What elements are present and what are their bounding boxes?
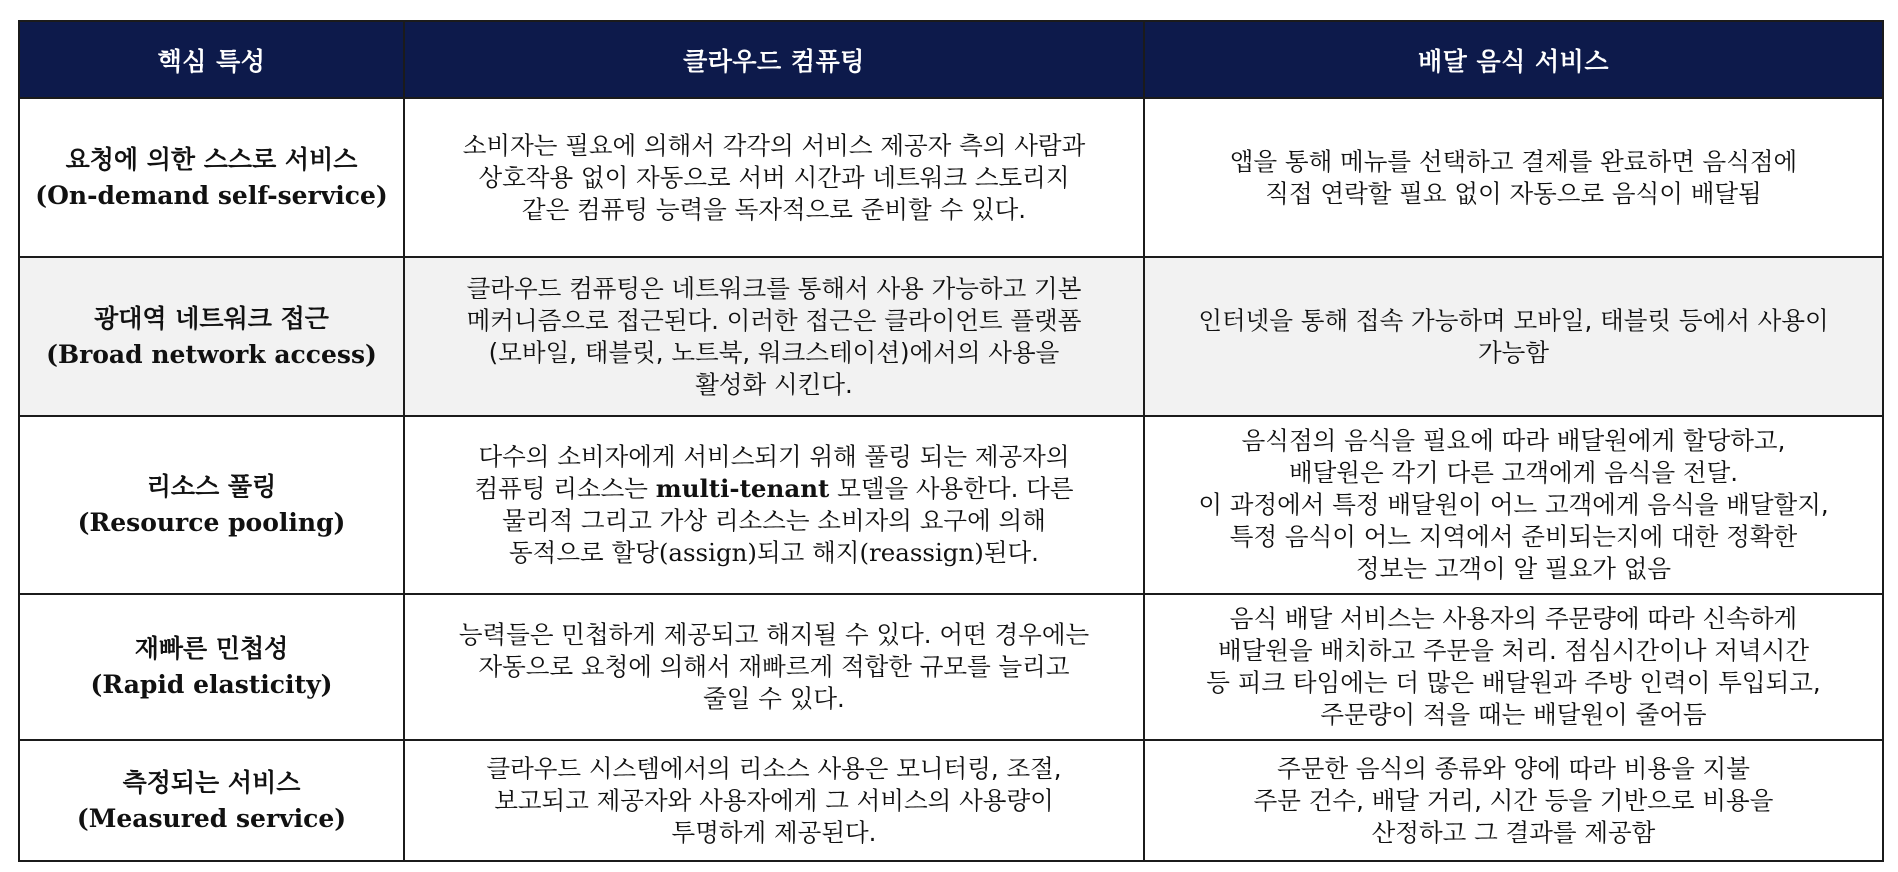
table-row [19,740,1883,861]
cloud-description-cell [404,257,1144,416]
cloud-text-segment: 컴퓨팅 리소스는 [474,474,656,503]
cloud-text-line: 소비자는 필요에 의해서 각각의 서비스 제공자 측의 사람과 [462,130,1086,160]
cloud-text-segment: 된다. [983,538,1039,567]
delivery-text-line: 직접 연락할 필요 없이 자동으로 음식이 배달됨 [1265,178,1762,208]
cloud-text-line [419,473,1129,505]
delivery-text-line: 이 과정에서 특정 배달원이 어느 고객에게 음식을 배달할지, [1198,490,1829,519]
feature-name-ko: 리소스 풀링 [146,472,277,501]
cloud-description-cell [404,594,1144,740]
feature-cell [19,740,404,861]
feature-cell [19,257,404,416]
feature-cell [19,594,404,740]
table-row [19,257,1883,416]
cloud-text-line: 줄일 수 있다. [703,684,845,713]
delivery-description-cell [1144,257,1883,416]
feature-name-en: (Resource pooling) [77,508,346,537]
delivery-description-cell [1144,594,1883,740]
table-header-row [19,21,1883,98]
feature-name-en: (Broad network access) [46,339,377,369]
cloud-text-segment: (reassign) [859,538,984,567]
multi-tenant-term: multi-tenant [655,474,830,503]
delivery-text-line: 음식점의 음식을 필요에 따라 배달원에게 할당하고, [1241,426,1786,455]
feature-name-en: (Measured service) [76,803,347,833]
feature-name-ko: 요청에 의한 스스로 서비스 [65,144,358,174]
delivery-text-line: 음식 배달 서비스는 사용자의 주문량에 따라 신속하게 [1229,604,1798,633]
cloud-text-line: 활성화 시킨다. [695,369,853,399]
cloud-text-line: 물리적 그리고 가상 리소스는 소비자의 요구에 의해 [502,506,1046,535]
feature-name-ko: 광대역 네트워크 접근 [94,303,329,333]
cloud-text-line: 클라우드 컴퓨팅은 네트워크를 통해서 사용 가능하고 기본 [466,273,1082,303]
header-feature: 핵심 특성 [19,21,404,98]
cloud-text-line [419,537,1129,569]
cloud-text-line: 자동으로 요청에 의해서 재빠르게 적합한 규모를 늘리고 [478,652,1070,681]
cloud-description-cell [404,740,1144,861]
delivery-text-line: 가능함 [1477,337,1549,367]
comparison-table [18,20,1884,862]
delivery-text-line: 특정 음식이 어느 지역에서 준비되는지에 대한 정확한 [1229,522,1798,551]
table-row [19,416,1883,594]
delivery-description-cell [1144,416,1883,594]
cloud-text-line: 다수의 소비자에게 서비스되기 위해 풀링 되는 제공자의 [478,442,1070,471]
delivery-text-line: 배달원은 각기 다른 고객에게 음식을 전달. [1288,458,1739,487]
delivery-text-line: 산정하고 그 결과를 제공함 [1371,817,1656,847]
feature-name-en: (Rapid elasticity) [90,670,333,699]
feature-name-en: (On-demand self-service) [35,180,388,210]
delivery-description-cell [1144,98,1883,257]
cloud-description-cell [404,98,1144,257]
delivery-text-line: 정보는 고객이 알 필요가 없음 [1355,554,1672,583]
cloud-text-segment: (assign) [658,538,757,567]
cloud-text-line: 능력들은 민첩하게 제공되고 해지될 수 있다. 어떤 경우에는 [458,620,1090,649]
table-row [19,98,1883,257]
feature-cell [19,416,404,594]
cloud-text-line: 같은 컴퓨팅 능력을 독자적으로 준비할 수 있다. [521,194,1027,224]
header-food-delivery: 배달 음식 서비스 [1144,21,1883,98]
cloud-text-line: 보고되고 제공자와 사용자에게 그 서비스의 사용량이 [494,785,1054,815]
delivery-text-line: 등 피크 타임에는 더 많은 배달원과 주방 인력이 투입되고, [1206,668,1821,697]
feature-name-ko: 측정되는 서비스 [122,767,301,797]
cloud-text-segment: 동적으로 할당 [509,538,659,567]
cloud-text-line: 투명하게 제공된다. [671,817,877,847]
table-row [19,594,1883,740]
cloud-text-line: (모바일, 태블릿, 노트북, 워크스테이션)에서의 사용을 [488,337,1060,367]
cloud-text-line: 메커니즘으로 접근된다. 이러한 접근은 클라이언트 플랫폼 [466,305,1082,335]
cloud-text-line: 상호작용 없이 자동으로 서버 시간과 네트워크 스토리지 [478,162,1070,192]
cloud-text-line: 클라우드 시스템에서의 리소스 사용은 모니터링, 조절, [486,753,1062,783]
delivery-text-line: 주문 건수, 배달 거리, 시간 등을 기반으로 비용을 [1253,785,1774,815]
feature-cell [19,98,404,257]
delivery-text-line: 주문량이 적을 때는 배달원이 줄어듬 [1320,700,1707,729]
delivery-description-cell [1144,740,1883,861]
delivery-text-line: 인터넷을 통해 접속 가능하며 모바일, 태블릿 등에서 사용이 [1198,305,1829,335]
cloud-text-segment: 모델을 사용한다. 다른 [829,474,1074,503]
delivery-text-line: 앱을 통해 메뉴를 선택하고 결제를 완료하면 음식점에 [1229,146,1798,176]
feature-name-ko: 재빠른 민첩성 [134,634,289,663]
delivery-text-line: 배달원을 배치하고 주문을 처리. 점심시간이나 저녁시간 [1217,636,1810,665]
comparison-table-wrapper [18,20,1882,862]
cloud-text-segment: 되고 해지 [756,538,860,567]
header-cloud-computing: 클라우드 컴퓨팅 [404,21,1144,98]
cloud-description-cell [404,416,1144,594]
delivery-text-line: 주문한 음식의 종류와 양에 따라 비용을 지불 [1277,753,1750,783]
